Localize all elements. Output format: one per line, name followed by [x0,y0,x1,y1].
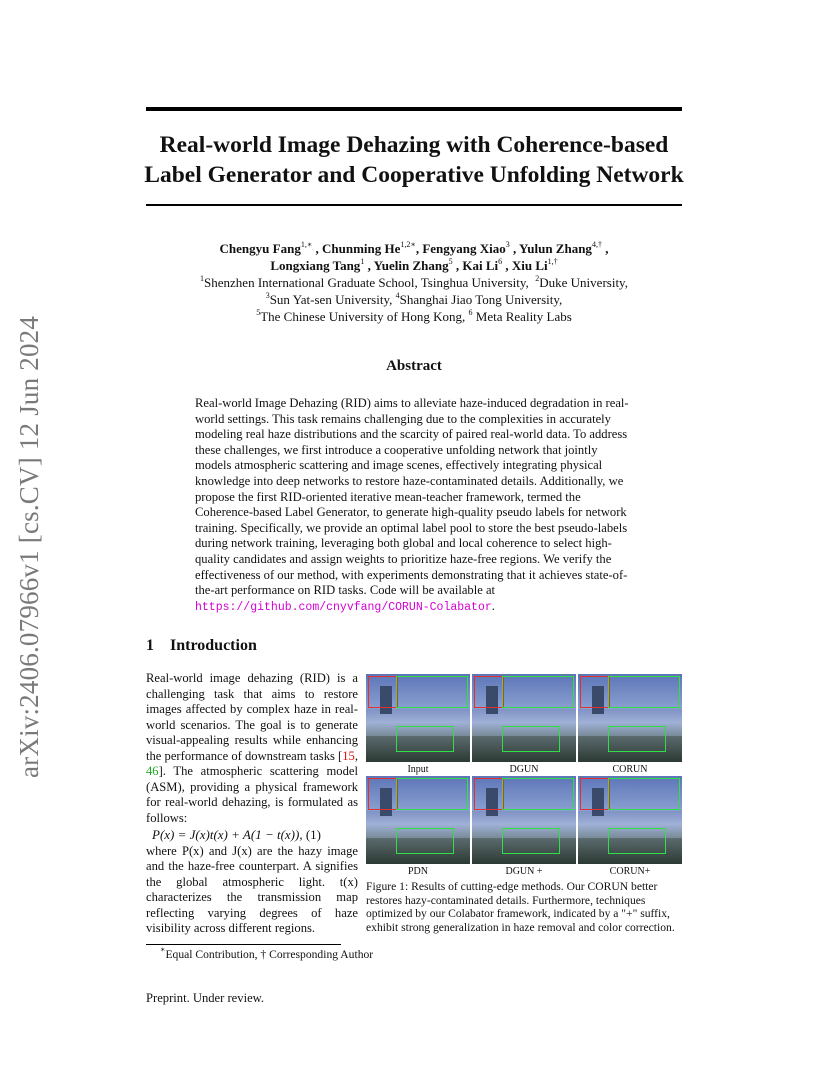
author-name: Chengyu Fang [219,241,301,256]
author-name: Xiu Li [511,258,548,273]
author-block [120,240,708,325]
figure-caption: Figure 1: Results of cutting-edge methods. Our CORUN better restores hazy-contaminated details. Furthermore, techniques optimized by our Colabator framework, indicated by a "+" suffix, exhibit strong generalization in haze removal and color correction. [366,880,675,934]
abstract-end: . [491,598,495,613]
preprint-notice: Preprint. Under review. [146,991,265,1005]
affil-text: The Chinese University of Hong Kong, [260,309,466,324]
figure-image-dgun [472,674,576,762]
author-sup: 6 [498,257,503,266]
intro-para-1b: ]. The atmospheric scattering model (ASM), providing a physical framework for real-world dehazing, is formulated as follows: [146,764,358,825]
author-sup: 1 [360,257,365,266]
footnote-mark: ∗ [160,945,166,954]
figure-1 [366,674,684,877]
figure-label: DGUN + [505,866,543,877]
intro-para-2: where P(x) and J(x) are the hazy image and the haze-free counterpart. A signifies the global atmospheric light. t(x) characterizes the transmission map reflecting varying degrees of haze visibility across different regions. [146,843,358,935]
affil-sup: 3 [265,291,270,300]
abstract-heading: Abstract [386,358,442,374]
figure-image-corun [578,674,682,762]
author-sup: 5 [448,257,453,266]
figure-image-input [366,674,470,762]
footnote-rule [146,944,341,945]
code-link[interactable]: https://github.com/cnyvfang/CORUN-Colabator [195,600,492,614]
abstract-text: Real-world Image Dehazing (RID) aims to alleviate haze-induced degradation in real-world settings. This task remains challenging due to the complexities in accurately modeling real haze distributions and the scarcity of paired real-world data. To address these challenges, we first introduce a cooperative unfolding network that jointly models atmospheric scattering and image scenes, effectively integrating physical knowledge into deep networks to restore haze-contaminated details. Additionally, we propose the first RID-oriented iterative mean-teacher framework, termed the Coherence-based Label Generator, to generate high-quality pseudo labels for network training. Specifically, we provide an optimal label pool to store the best pseudo-labels during network training, leveraging both global and local coherence to select high-quality candidates and assign weights to prioritize haze-free regions. We verify the effectiveness of our method, with experiments demonstrating that it achieves state-of-the-art performance on RID tasks. Code will be available at [195,396,629,598]
affil-sup: 1 [200,274,205,283]
affil-text: Duke University, [539,275,628,290]
title-top-rule [146,107,682,111]
equation [152,827,358,843]
affiliation-line-1 [120,274,708,291]
author-sup: 1,∗ [300,240,313,249]
author-sup: 3 [505,240,510,249]
figure-image-pdn [366,776,470,864]
author-sup: 4,† [591,240,602,249]
affil-text: Meta Reality Labs [475,309,572,324]
affil-text: Sun Yat-sen University, [269,292,393,307]
figure-label: Input [407,764,429,775]
author-name: Chunming He [322,241,401,256]
figure-label: CORUN+ [609,866,651,877]
title-line-2: Label Generator and Cooperative Unfolding Network [144,162,684,188]
affil-sup: 2 [535,274,540,283]
abstract-body [195,396,635,615]
citation-link[interactable]: 46 [146,764,159,778]
affil-sup: 6 [468,308,473,317]
equation-body: P(x) = J(x)t(x) + A(1 − t(x)), [152,827,303,842]
figure-image-corun-plus [578,776,682,864]
footnote-text: Equal Contribution, † Corresponding Author [165,948,374,961]
author-name: Yuelin Zhang [373,258,449,273]
title-bottom-rule [146,204,682,206]
figure-label: DGUN [509,764,539,775]
author-sup: 1,† [547,257,558,266]
author-sup: 1,2∗ [400,240,416,249]
author-name: Kai Li [462,258,499,273]
paper-title [100,130,728,190]
footnote [160,945,374,961]
author-name: Longxiang Tang [270,258,361,273]
equation-number: (1) [305,827,322,842]
affil-text: Shenzhen International Graduate School, Tsinghua University, [204,275,529,290]
figure-label: CORUN [612,764,648,775]
figure-label: PDN [407,866,428,877]
title-line-1: Real-world Image Dehazing with Coherence-based [159,132,669,158]
author-line-2: Longxiang Tang$^1$ , Yuelin Zhang$^5$ , Kai Li$^6$ , Xiu $Li^{1,\dagger}$ [270,257,558,273]
affil-sup: 4 [395,291,400,300]
intro-para-1: Real-world image dehazing (RID) is a challenging task that aims to restore images affected by complex haze in real-world scenarios. The goal is to generate visual-appealing results while enhancing the performance of downstream tasks [ [146,671,358,763]
author-name: Yulun Zhang [519,241,592,256]
section-heading [146,637,257,655]
section-title: Introduction [170,637,257,654]
author-name: Fengyang Xiao [422,241,506,256]
affil-sup: 5 [256,308,261,317]
arxiv-id-text: arXiv:2406.07966v1 [cs.CV] 12 Jun 2024 [14,315,44,778]
citation-link[interactable]: 15 [342,748,355,763]
intro-text [146,671,358,937]
affil-text: Shanghai Jiao Tong University, [399,292,563,307]
cite-sep: , [354,748,358,763]
figure-image-dgun-plus [472,776,576,864]
author-line-1: Chengyu Fang$^{1,∗}$ , Chunming $He^{1,2∗}$, Fengyang Xiao$^3$ , Yulun Zhang$^{4,\dagger}$ , [219,240,609,256]
section-number: 1 [146,637,154,654]
affiliation-line-2 [120,291,708,308]
affiliation-line-3 [120,308,708,325]
